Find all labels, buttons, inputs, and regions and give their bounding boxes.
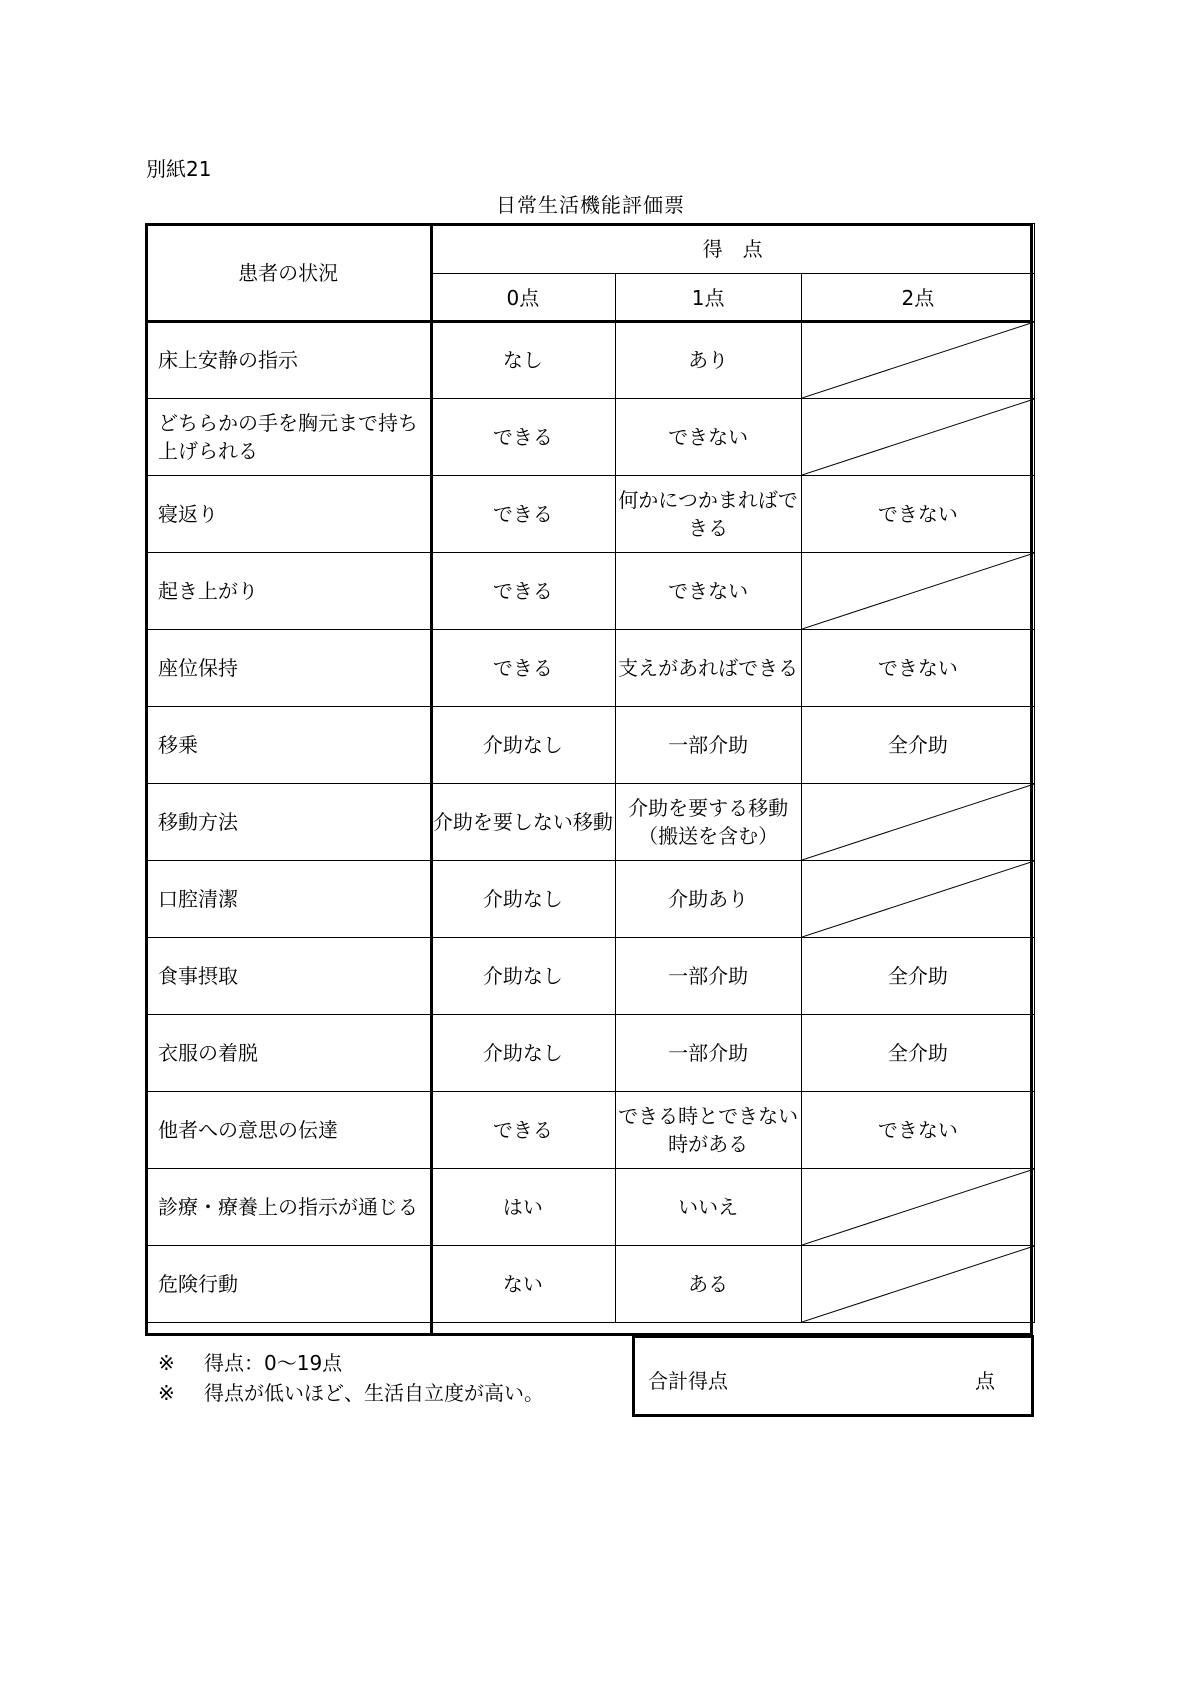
row-label: 移動方法: [146, 784, 431, 861]
score-cell-0: 介助を要しない移動: [431, 784, 615, 861]
not-applicable-cell: [801, 553, 1034, 630]
row-label: 起き上がり: [146, 553, 431, 630]
row-label: 食事摂取: [146, 938, 431, 1015]
row-label: 他者への意思の伝達: [146, 1092, 431, 1169]
score-cell-2: 全介助: [801, 707, 1034, 784]
table-row: [146, 1169, 1035, 1246]
diagonal-slash: [802, 399, 1034, 475]
total-score-label: 合計得点: [648, 1369, 728, 1393]
score-cell-1: 何かにつかまればできる: [615, 476, 801, 553]
score-cell-1: 支えがあればできる: [615, 630, 801, 707]
row-label: 座位保持: [146, 630, 431, 707]
score-cell-0: できる: [431, 399, 615, 476]
score-cell-1: できる時とできない時がある: [615, 1092, 801, 1169]
score-cell-2: 全介助: [801, 938, 1034, 1015]
row-label: 口腔清潔: [146, 861, 431, 938]
not-applicable-cell: [801, 784, 1034, 861]
score-cell-1: 一部介助: [615, 1015, 801, 1092]
score-cell-1: あり: [615, 322, 801, 399]
diagonal-slash: [802, 322, 1034, 398]
score-column-2: 2点: [801, 274, 1034, 322]
score-cell-0: できる: [431, 630, 615, 707]
table-row: [146, 553, 1035, 630]
table-row: [146, 861, 1035, 938]
table-row: [146, 707, 1035, 784]
diagonal-slash: [802, 1169, 1034, 1245]
table-row: [146, 476, 1035, 553]
row-label: 危険行動: [146, 1246, 431, 1323]
not-applicable-cell: [801, 399, 1034, 476]
diagonal-slash: [802, 784, 1034, 860]
table-row: [146, 1092, 1035, 1169]
score-cell-1: 一部介助: [615, 938, 801, 1015]
score-cell-1: ある: [615, 1246, 801, 1323]
not-applicable-cell: [801, 322, 1034, 399]
table-row: [146, 784, 1035, 861]
row-label: 寝返り: [146, 476, 431, 553]
score-cell-1: できない: [615, 399, 801, 476]
note-text: 得点：0～19点: [204, 1351, 343, 1375]
table-row: [146, 1246, 1035, 1323]
table-row: [146, 399, 1035, 476]
row-label: 診療・療養上の指示が通じる: [146, 1169, 431, 1246]
row-label: 衣服の着脱: [146, 1015, 431, 1092]
note-text: 得点が低いほど、生活自立度が高い。: [204, 1381, 544, 1405]
score-cell-0: ない: [431, 1246, 615, 1323]
score-cell-0: できる: [431, 553, 615, 630]
score-cell-0: なし: [431, 322, 615, 399]
score-cell-0: できる: [431, 476, 615, 553]
score-cell-0: 介助なし: [431, 1015, 615, 1092]
evaluation-table-frame: [145, 223, 1033, 1336]
page-title: 日常生活機能評価票: [496, 193, 685, 217]
score-cell-1: 一部介助: [615, 707, 801, 784]
row-label: 床上安静の指示: [146, 322, 431, 399]
score-cell-2: できない: [801, 630, 1034, 707]
not-applicable-cell: [801, 861, 1034, 938]
table-row: [146, 322, 1035, 399]
score-header: 得 点: [431, 224, 1035, 274]
note-mark: ※: [158, 1381, 175, 1405]
note-mark: ※: [158, 1351, 175, 1375]
score-cell-2: できない: [801, 1092, 1034, 1169]
score-cell-1: 介助あり: [615, 861, 801, 938]
patient-status-header: 患者の状況: [146, 224, 431, 322]
score-cell-2: 全介助: [801, 1015, 1034, 1092]
note-line: [158, 1348, 544, 1378]
score-cell-0: 介助なし: [431, 938, 615, 1015]
diagonal-slash: [802, 553, 1034, 629]
score-cell-0: はい: [431, 1169, 615, 1246]
total-score-box[interactable]: [632, 1335, 1034, 1417]
total-score-unit: 点: [975, 1369, 995, 1393]
score-cell-2: できない: [801, 476, 1034, 553]
score-cell-1: できない: [615, 553, 801, 630]
row-label: 移乗: [146, 707, 431, 784]
not-applicable-cell: [801, 1169, 1034, 1246]
score-cell-1: 介助を要する移動（搬送を含む）: [615, 784, 801, 861]
row-label: どちらかの手を胸元まで持ち上げられる: [146, 399, 431, 476]
table-row: [146, 630, 1035, 707]
score-cell-0: できる: [431, 1092, 615, 1169]
score-cell-0: 介助なし: [431, 707, 615, 784]
evaluation-table: [145, 223, 1035, 1323]
table-row: [146, 1015, 1035, 1092]
score-cell-1: いいえ: [615, 1169, 801, 1246]
diagonal-slash: [802, 861, 1034, 937]
score-column-0: 0点: [431, 274, 615, 322]
score-cell-0: 介助なし: [431, 861, 615, 938]
notes: [158, 1348, 544, 1408]
table-row: [146, 938, 1035, 1015]
score-column-1: 1点: [615, 274, 801, 322]
not-applicable-cell: [801, 1246, 1034, 1323]
document-id: 別紙21: [146, 157, 212, 181]
diagonal-slash: [802, 1246, 1034, 1322]
note-line: [158, 1378, 544, 1408]
